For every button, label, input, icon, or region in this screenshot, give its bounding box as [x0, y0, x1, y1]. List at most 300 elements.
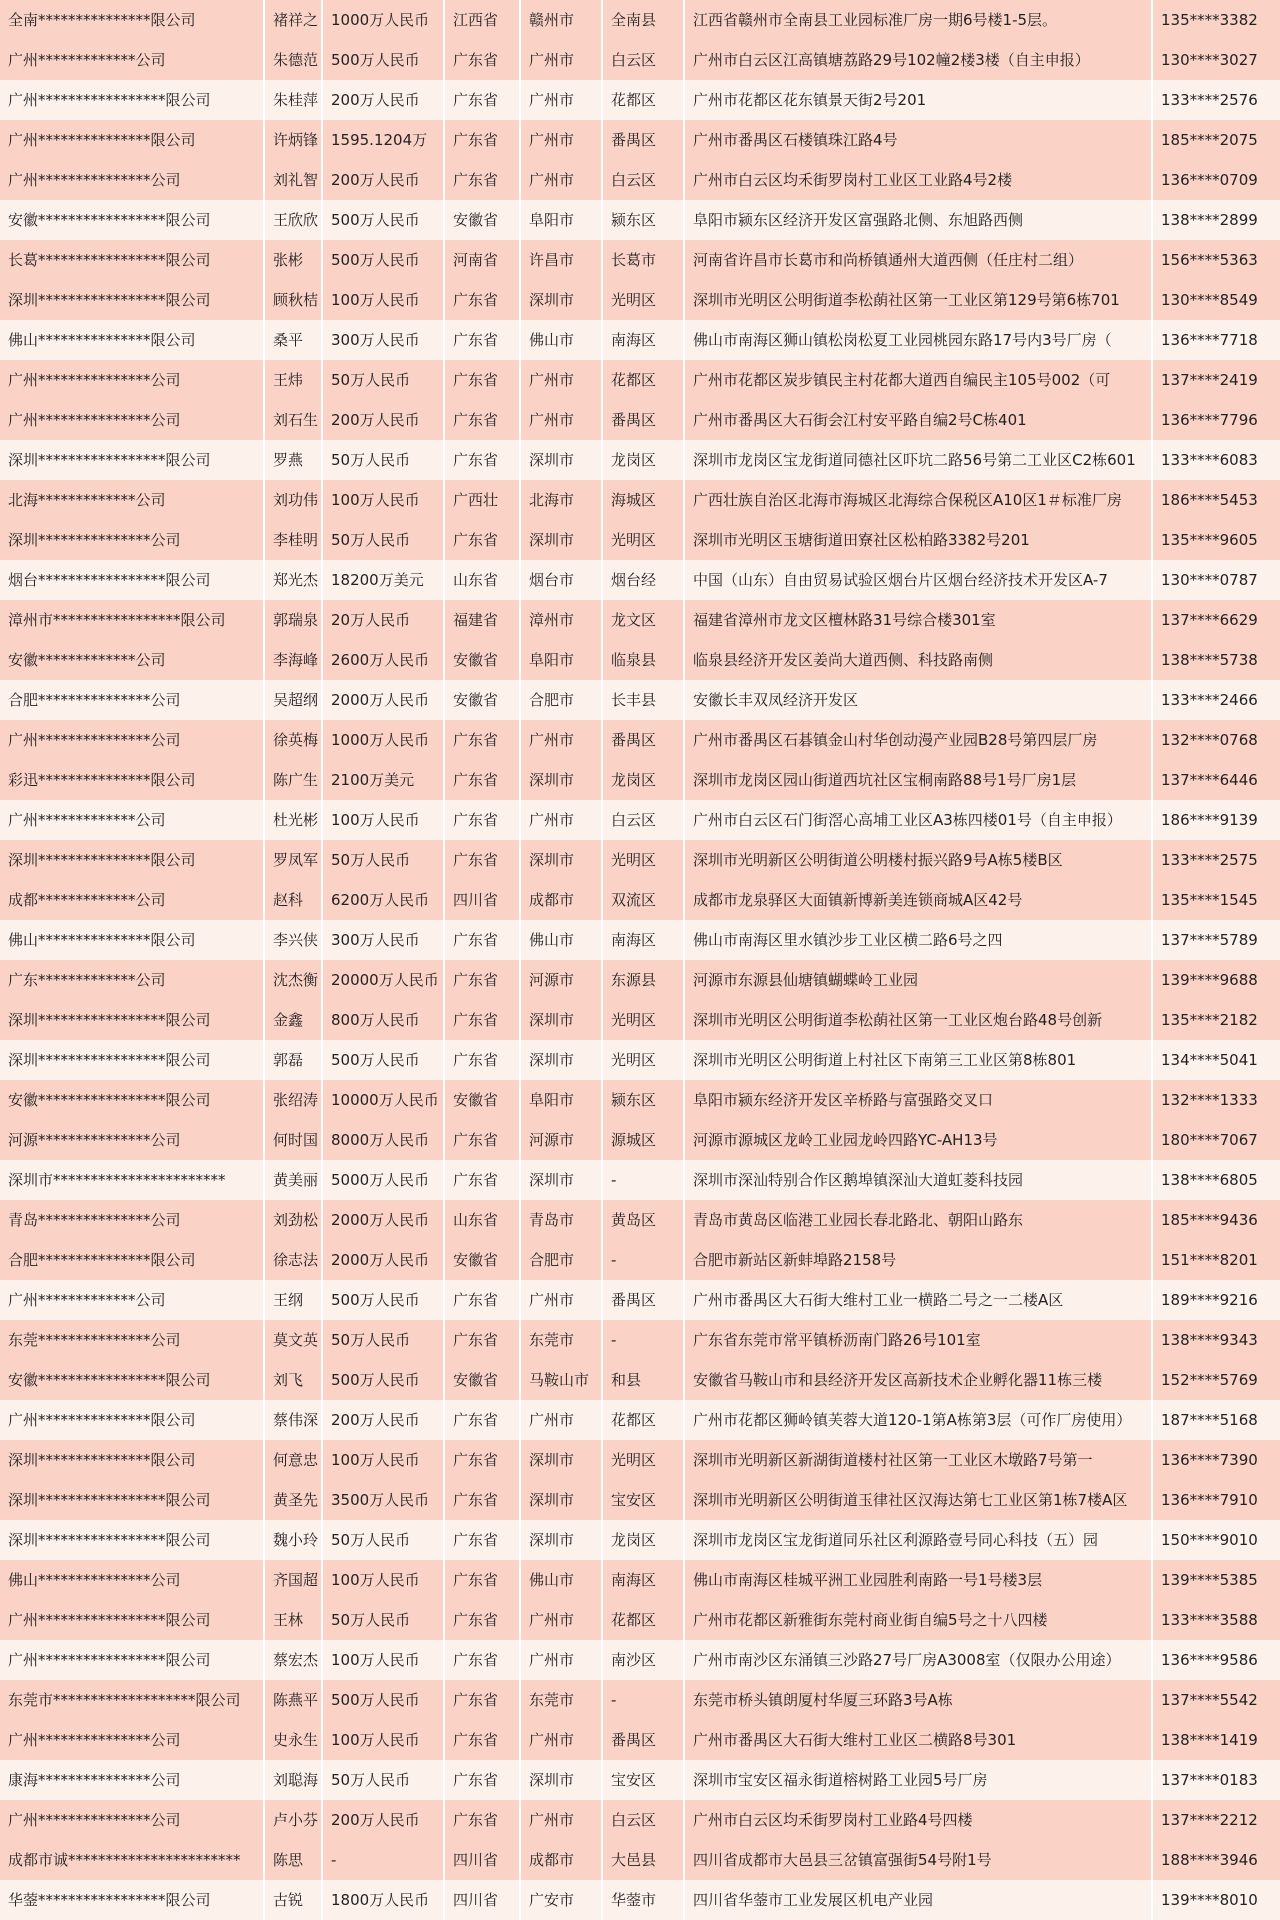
cell-company-name: 深圳市***********************	[0, 1160, 265, 1200]
cell-province: 山东省	[445, 1200, 521, 1240]
cell-registered-capital: 2000万人民币	[323, 680, 445, 720]
cell-address: 河源市东源县仙塘镇蝴蝶岭工业园	[685, 960, 1153, 1000]
cell-company-name: 广州***************限公司	[0, 1400, 265, 1440]
cell-city: 深圳市	[521, 1760, 603, 1800]
cell-city: 广州市	[521, 1600, 603, 1640]
cell-phone: 188****3946	[1161, 1851, 1258, 1869]
table-row	[0, 600, 1280, 640]
cell-province: 山东省	[445, 560, 521, 600]
cell-legal-rep: 黄圣先	[265, 1480, 323, 1520]
table-row	[0, 840, 1280, 880]
cell-legal-rep: 何意忠	[265, 1440, 323, 1480]
table-row	[0, 760, 1280, 800]
cell-registered-capital: -	[323, 1840, 445, 1880]
table-row	[0, 1480, 1280, 1520]
cell-phone: 138****1419	[1161, 1731, 1258, 1749]
cell-phone: 138****6805	[1161, 1171, 1258, 1189]
cell-registered-capital: 5000万人民币	[323, 1160, 445, 1200]
cell-phone: 138****9343	[1161, 1331, 1258, 1349]
table-row	[0, 560, 1280, 600]
cell-address: 福建省漳州市龙文区檀林路31号综合楼301室	[685, 600, 1153, 640]
table-row	[0, 160, 1280, 200]
cell-company-name: 北海*************公司	[0, 480, 265, 520]
cell-address: 中国（山东）自由贸易试验区烟台片区烟台经济技术开发区A-7	[685, 560, 1153, 600]
table-row	[0, 320, 1280, 360]
cell-registered-capital: 20000万人民币	[323, 960, 445, 1000]
cell-company-name: 佛山***************限公司	[0, 320, 265, 360]
cell-city: 广州市	[521, 160, 603, 200]
cell-legal-rep: 张绍涛	[265, 1080, 323, 1120]
cell-address: 佛山市南海区桂城平洲工业园胜利南路一号1号楼3层	[685, 1560, 1153, 1600]
cell-address: 佛山市南海区狮山镇松岗松夏工业园桃园东路17号内3号厂房（	[685, 320, 1153, 360]
cell-phone: 133****2575	[1161, 851, 1258, 869]
cell-address: 河南省许昌市长葛市和尚桥镇通州大道西侧（任庄村二组）	[685, 240, 1153, 280]
cell-phone: 136****7796	[1161, 411, 1258, 429]
cell-legal-rep: 徐志法	[265, 1240, 323, 1280]
cell-province: 四川省	[445, 1840, 521, 1880]
cell-legal-rep: 史永生	[265, 1720, 323, 1760]
cell-phone: 133****2466	[1161, 691, 1258, 709]
cell-legal-rep: 罗燕	[265, 440, 323, 480]
cell-legal-rep: 卢小芬	[265, 1800, 323, 1840]
cell-registered-capital: 50万人民币	[323, 1520, 445, 1560]
cell-company-name: 深圳*****************限公司	[0, 280, 265, 320]
cell-company-name: 佛山***************限公司	[0, 920, 265, 960]
cell-address: 广州市白云区石门街滘心高埔工业区A3栋四楼01号（自主申报）	[685, 800, 1153, 840]
table-row	[0, 1600, 1280, 1640]
cell-registered-capital: 200万人民币	[323, 160, 445, 200]
cell-registered-capital: 100万人民币	[323, 1560, 445, 1600]
cell-district: 龙岗区	[603, 760, 685, 800]
cell-address: 阜阳市颍东区经济开发区富强路北侧、东旭路西侧	[685, 200, 1153, 240]
cell-province: 广东省	[445, 280, 521, 320]
cell-city: 广安市	[521, 1880, 603, 1920]
cell-address: 成都市龙泉驿区大面镇新博新美连锁商城A区42号	[685, 880, 1153, 920]
cell-district: 光明区	[603, 1440, 685, 1480]
cell-company-name: 广州***************公司	[0, 400, 265, 440]
cell-city: 广州市	[521, 1800, 603, 1840]
cell-district: 烟台经	[603, 560, 685, 600]
cell-province: 广东省	[445, 1480, 521, 1520]
cell-city: 青岛市	[521, 1200, 603, 1240]
cell-legal-rep: 朱桂萍	[265, 80, 323, 120]
table-row	[0, 1040, 1280, 1080]
cell-province: 广东省	[445, 80, 521, 120]
table-row	[0, 960, 1280, 1000]
cell-legal-rep: 陈广生	[265, 760, 323, 800]
cell-province: 广东省	[445, 1520, 521, 1560]
cell-company-name: 深圳***************限公司	[0, 840, 265, 880]
cell-district: 番禺区	[603, 1720, 685, 1760]
cell-legal-rep: 王欣欣	[265, 200, 323, 240]
cell-district: 花都区	[603, 1600, 685, 1640]
cell-company-name: 广州***************公司	[0, 160, 265, 200]
cell-company-name: 佛山***************公司	[0, 1560, 265, 1600]
cell-address: 广州市番禺区大石街大维村工业一横路二号之一二楼A区	[685, 1280, 1153, 1320]
cell-registered-capital: 500万人民币	[323, 1280, 445, 1320]
cell-legal-rep: 桑平	[265, 320, 323, 360]
cell-legal-rep: 刘飞	[265, 1360, 323, 1400]
table-row	[0, 40, 1280, 80]
cell-district: 和县	[603, 1360, 685, 1400]
cell-address: 广州市白云区均禾街罗岗村工业区工业路4号2楼	[685, 160, 1153, 200]
cell-legal-rep: 刘聪海	[265, 1760, 323, 1800]
cell-company-name: 康海***************公司	[0, 1760, 265, 1800]
cell-address: 临泉县经济开发区姜尚大道西侧、科技路南侧	[685, 640, 1153, 680]
cell-address: 佛山市南海区里水镇沙步工业区横二路6号之四	[685, 920, 1153, 960]
cell-district: 华蓥市	[603, 1880, 685, 1920]
cell-city: 广州市	[521, 120, 603, 160]
cell-province: 安徽省	[445, 640, 521, 680]
table-row	[0, 800, 1280, 840]
cell-address: 深圳市光明新区公明街道公明楼村振兴路9号A栋5楼B区	[685, 840, 1153, 880]
cell-district: 花都区	[603, 1400, 685, 1440]
cell-phone: 130****8549	[1161, 291, 1258, 309]
cell-registered-capital: 1000万人民币	[323, 0, 445, 40]
table-row	[0, 920, 1280, 960]
cell-phone: 139****5385	[1161, 1571, 1258, 1589]
table-row	[0, 440, 1280, 480]
table-row	[0, 1680, 1280, 1720]
cell-registered-capital: 100万人民币	[323, 800, 445, 840]
cell-company-name: 青岛***************公司	[0, 1200, 265, 1240]
cell-address: 四川省成都市大邑县三岔镇富强街54号附1号	[685, 1840, 1153, 1880]
cell-legal-rep: 张彬	[265, 240, 323, 280]
cell-district: -	[603, 1240, 685, 1280]
cell-phone: 152****5769	[1161, 1371, 1258, 1389]
cell-province: 广东省	[445, 40, 521, 80]
cell-city: 烟台市	[521, 560, 603, 600]
cell-phone: 130****3027	[1161, 51, 1258, 69]
cell-province: 广西壮	[445, 480, 521, 520]
cell-city: 深圳市	[521, 440, 603, 480]
cell-phone: 137****6629	[1161, 611, 1258, 629]
cell-district: 龙岗区	[603, 1520, 685, 1560]
cell-province: 广东省	[445, 1040, 521, 1080]
cell-city: 河源市	[521, 960, 603, 1000]
cell-address: 深圳市光明区公明街道李松蓢社区第一工业区第129号第6栋701	[685, 280, 1153, 320]
cell-registered-capital: 200万人民币	[323, 1400, 445, 1440]
cell-registered-capital: 6200万人民币	[323, 880, 445, 920]
cell-district: 花都区	[603, 80, 685, 120]
cell-city: 深圳市	[521, 520, 603, 560]
table-row	[0, 1320, 1280, 1360]
cell-registered-capital: 2600万人民币	[323, 640, 445, 680]
cell-city: 东莞市	[521, 1320, 603, 1360]
cell-district: 龙岗区	[603, 440, 685, 480]
cell-district: 临泉县	[603, 640, 685, 680]
cell-phone: 151****8201	[1161, 1251, 1258, 1269]
cell-province: 广东省	[445, 1680, 521, 1720]
cell-district: 南海区	[603, 920, 685, 960]
table-row	[0, 400, 1280, 440]
cell-district: -	[603, 1320, 685, 1360]
cell-registered-capital: 500万人民币	[323, 1360, 445, 1400]
cell-city: 深圳市	[521, 840, 603, 880]
table-row	[0, 1200, 1280, 1240]
cell-province: 安徽省	[445, 1360, 521, 1400]
table-row	[0, 640, 1280, 680]
cell-phone: 186****5453	[1161, 491, 1258, 509]
table-row	[0, 0, 1280, 40]
cell-district: 白云区	[603, 800, 685, 840]
cell-company-name: 广州*****************限公司	[0, 1640, 265, 1680]
cell-city: 广州市	[521, 800, 603, 840]
cell-legal-rep: 顾秋桔	[265, 280, 323, 320]
table-row	[0, 360, 1280, 400]
cell-district: 光明区	[603, 1040, 685, 1080]
cell-company-name: 广州***************公司	[0, 720, 265, 760]
cell-district: 南海区	[603, 1560, 685, 1600]
cell-legal-rep: 徐英梅	[265, 720, 323, 760]
cell-province: 四川省	[445, 1880, 521, 1920]
cell-company-name: 河源***************公司	[0, 1120, 265, 1160]
cell-company-name: 深圳***************公司	[0, 520, 265, 560]
cell-legal-rep: 何时国	[265, 1120, 323, 1160]
cell-registered-capital: 200万人民币	[323, 400, 445, 440]
cell-province: 广东省	[445, 440, 521, 480]
cell-address: 广州市花都区炭步镇民主村花都大道西自编民主105号002（可	[685, 360, 1153, 400]
cell-registered-capital: 2000万人民币	[323, 1240, 445, 1280]
cell-legal-rep: 刘石生	[265, 400, 323, 440]
cell-address: 广州市番禺区石楼镇珠江路4号	[685, 120, 1153, 160]
cell-district: 白云区	[603, 40, 685, 80]
table-row	[0, 520, 1280, 560]
cell-city: 广州市	[521, 400, 603, 440]
cell-city: 广州市	[521, 80, 603, 120]
cell-district: 花都区	[603, 360, 685, 400]
cell-phone: 135****1545	[1161, 891, 1258, 909]
cell-address: 合肥市新站区新蚌埠路2158号	[685, 1240, 1153, 1280]
cell-address: 江西省赣州市全南县工业园标准厂房一期6号楼1-5层。	[685, 0, 1153, 40]
cell-address: 广州市番禺区石碁镇金山村华创动漫产业园B28号第四层厂房	[685, 720, 1153, 760]
cell-legal-rep: 杜光彬	[265, 800, 323, 840]
cell-legal-rep: 褚祥之	[265, 0, 323, 40]
cell-legal-rep: 李海峰	[265, 640, 323, 680]
cell-registered-capital: 50万人民币	[323, 1600, 445, 1640]
cell-registered-capital: 500万人民币	[323, 1040, 445, 1080]
cell-legal-rep: 陈燕平	[265, 1680, 323, 1720]
cell-province: 广东省	[445, 120, 521, 160]
cell-registered-capital: 500万人民币	[323, 40, 445, 80]
cell-city: 合肥市	[521, 1240, 603, 1280]
cell-city: 深圳市	[521, 1440, 603, 1480]
cell-city: 佛山市	[521, 320, 603, 360]
cell-registered-capital: 100万人民币	[323, 1720, 445, 1760]
cell-registered-capital: 50万人民币	[323, 440, 445, 480]
cell-legal-rep: 蔡宏杰	[265, 1640, 323, 1680]
cell-company-name: 广州***************公司	[0, 1720, 265, 1760]
cell-registered-capital: 500万人民币	[323, 1680, 445, 1720]
cell-city: 广州市	[521, 40, 603, 80]
cell-address: 广州市白云区均禾街罗岗村工业路4号四楼	[685, 1800, 1153, 1840]
cell-city: 深圳市	[521, 280, 603, 320]
table-row	[0, 1880, 1280, 1920]
cell-address: 深圳市光明区玉塘街道田寮社区松柏路3382号201	[685, 520, 1153, 560]
cell-province: 四川省	[445, 880, 521, 920]
cell-registered-capital: 300万人民币	[323, 320, 445, 360]
table-row	[0, 1800, 1280, 1840]
cell-district: -	[603, 1680, 685, 1720]
cell-address: 深圳市龙岗区宝龙街道同乐社区利源路壹号同心科技（五）园	[685, 1520, 1153, 1560]
cell-province: 广东省	[445, 1640, 521, 1680]
cell-company-name: 合肥***************公司	[0, 680, 265, 720]
cell-address: 深圳市光明新区公明街道玉律社区汉海达第七工业区第1栋7楼A区	[685, 1480, 1153, 1520]
cell-district: 番禺区	[603, 720, 685, 760]
cell-city: 广州市	[521, 1640, 603, 1680]
cell-province: 广东省	[445, 1320, 521, 1360]
table-row	[0, 80, 1280, 120]
cell-company-name: 全南***************限公司	[0, 0, 265, 40]
cell-address: 广州市番禺区大石街大维村工业区二横路8号301	[685, 1720, 1153, 1760]
cell-province: 安徽省	[445, 680, 521, 720]
cell-registered-capital: 500万人民币	[323, 240, 445, 280]
cell-company-name: 安徽*************公司	[0, 640, 265, 680]
table-row	[0, 1160, 1280, 1200]
cell-address: 安徽长丰双凤经济开发区	[685, 680, 1153, 720]
cell-company-name: 广州*************公司	[0, 40, 265, 80]
cell-city: 东莞市	[521, 1680, 603, 1720]
cell-phone: 189****9216	[1161, 1291, 1258, 1309]
cell-registered-capital: 50万人民币	[323, 360, 445, 400]
cell-registered-capital: 200万人民币	[323, 1800, 445, 1840]
cell-legal-rep: 吴超纲	[265, 680, 323, 720]
cell-address: 青岛市黄岛区临港工业园长春北路北、朝阳山路东	[685, 1200, 1153, 1240]
table-row	[0, 1520, 1280, 1560]
cell-phone: 137****0183	[1161, 1771, 1258, 1789]
cell-address: 广州市花都区狮岭镇芙蓉大道120-1第A栋第3层（可作厂房使用）	[685, 1400, 1153, 1440]
cell-address: 深圳市宝安区福永街道榕树路工业园5号厂房	[685, 1760, 1153, 1800]
cell-phone: 187****5168	[1161, 1411, 1258, 1429]
cell-province: 江西省	[445, 0, 521, 40]
cell-city: 深圳市	[521, 1160, 603, 1200]
cell-company-name: 合肥***************限公司	[0, 1240, 265, 1280]
cell-company-name: 广州*****************限公司	[0, 80, 265, 120]
cell-province: 广东省	[445, 1280, 521, 1320]
cell-province: 广东省	[445, 520, 521, 560]
cell-district: 番禺区	[603, 400, 685, 440]
cell-district: 颍东区	[603, 1080, 685, 1120]
table-row	[0, 1720, 1280, 1760]
cell-district: 东源县	[603, 960, 685, 1000]
cell-company-name: 烟台*****************限公司	[0, 560, 265, 600]
cell-district: 龙文区	[603, 600, 685, 640]
cell-district: 颍东区	[603, 200, 685, 240]
table-row	[0, 680, 1280, 720]
cell-company-name: 深圳*****************限公司	[0, 1480, 265, 1520]
cell-registered-capital: 800万人民币	[323, 1000, 445, 1040]
cell-province: 安徽省	[445, 200, 521, 240]
cell-legal-rep: 黄美丽	[265, 1160, 323, 1200]
cell-phone: 136****0709	[1161, 171, 1258, 189]
cell-company-name: 安徽*****************限公司	[0, 1360, 265, 1400]
cell-phone: 137****6446	[1161, 771, 1258, 789]
cell-company-name: 成都市诚***********************	[0, 1840, 265, 1880]
cell-city: 广州市	[521, 720, 603, 760]
cell-company-name: 成都*************公司	[0, 880, 265, 920]
cell-company-name: 深圳*****************限公司	[0, 1000, 265, 1040]
cell-legal-rep: 魏小玲	[265, 1520, 323, 1560]
table-row	[0, 1120, 1280, 1160]
cell-province: 广东省	[445, 1440, 521, 1480]
cell-city: 成都市	[521, 1840, 603, 1880]
cell-province: 广东省	[445, 1760, 521, 1800]
cell-address: 安徽省马鞍山市和县经济开发区高新技术企业孵化器11栋三楼	[685, 1360, 1153, 1400]
cell-phone: 136****7718	[1161, 331, 1258, 349]
cell-address: 广西壮族自治区北海市海城区北海综合保税区A10区1＃标准厂房	[685, 480, 1153, 520]
cell-district: 双流区	[603, 880, 685, 920]
cell-city: 赣州市	[521, 0, 603, 40]
cell-registered-capital: 300万人民币	[323, 920, 445, 960]
cell-province: 广东省	[445, 1000, 521, 1040]
cell-legal-rep: 李桂明	[265, 520, 323, 560]
cell-district: 全南县	[603, 0, 685, 40]
cell-district: 番禺区	[603, 120, 685, 160]
cell-province: 广东省	[445, 320, 521, 360]
cell-phone: 139****9688	[1161, 971, 1258, 989]
cell-phone: 180****7067	[1161, 1131, 1258, 1149]
cell-legal-rep: 王炜	[265, 360, 323, 400]
cell-company-name: 深圳***************限公司	[0, 1440, 265, 1480]
cell-address: 四川省华蓥市工业发展区机电产业园	[685, 1880, 1153, 1920]
cell-registered-capital: 100万人民币	[323, 1440, 445, 1480]
table-row	[0, 1640, 1280, 1680]
cell-registered-capital: 50万人民币	[323, 1760, 445, 1800]
cell-address: 东莞市桥头镇朗厦村华厦三环路3号A栋	[685, 1680, 1153, 1720]
cell-address: 广州市番禺区大石街会江村安平路自编2号C栋401	[685, 400, 1153, 440]
cell-phone: 136****9586	[1161, 1651, 1258, 1669]
table-row	[0, 1440, 1280, 1480]
cell-province: 广东省	[445, 1400, 521, 1440]
cell-city: 合肥市	[521, 680, 603, 720]
cell-registered-capital: 1000万人民币	[323, 720, 445, 760]
table-row	[0, 1360, 1280, 1400]
cell-address: 深圳市龙岗区园山街道西坑社区宝桐南路88号1号厂房1层	[685, 760, 1153, 800]
cell-phone: 134****5041	[1161, 1051, 1258, 1069]
cell-province: 广东省	[445, 760, 521, 800]
cell-district: 光明区	[603, 280, 685, 320]
table-row	[0, 480, 1280, 520]
cell-legal-rep: 蔡伟深	[265, 1400, 323, 1440]
cell-phone: 137****5789	[1161, 931, 1258, 949]
cell-registered-capital: 50万人民币	[323, 840, 445, 880]
cell-address: 深圳市光明区公明街道上村社区下南第三工业区第8栋801	[685, 1040, 1153, 1080]
cell-company-name: 漳州市*****************限公司	[0, 600, 265, 640]
cell-district: 光明区	[603, 840, 685, 880]
cell-company-name: 深圳*****************限公司	[0, 1040, 265, 1080]
cell-company-name: 彩迅***************限公司	[0, 760, 265, 800]
cell-phone: 135****9605	[1161, 531, 1258, 549]
cell-province: 安徽省	[445, 1240, 521, 1280]
cell-company-name: 广东*************公司	[0, 960, 265, 1000]
cell-registered-capital: 200万人民币	[323, 80, 445, 120]
cell-city: 深圳市	[521, 760, 603, 800]
cell-legal-rep: 赵科	[265, 880, 323, 920]
cell-city: 漳州市	[521, 600, 603, 640]
cell-registered-capital: 100万人民币	[323, 280, 445, 320]
cell-district: 南沙区	[603, 1640, 685, 1680]
cell-city: 佛山市	[521, 1560, 603, 1600]
cell-legal-rep: 王纲	[265, 1280, 323, 1320]
cell-legal-rep: 许炳锋	[265, 120, 323, 160]
cell-address: 深圳市深汕特别合作区鹅埠镇深汕大道虹菱科技园	[685, 1160, 1153, 1200]
cell-legal-rep: 朱德范	[265, 40, 323, 80]
cell-registered-capital: 50万人民币	[323, 1320, 445, 1360]
table-row	[0, 280, 1280, 320]
cell-province: 广东省	[445, 1160, 521, 1200]
cell-phone: 135****3382	[1161, 11, 1258, 29]
cell-district: 光明区	[603, 1000, 685, 1040]
